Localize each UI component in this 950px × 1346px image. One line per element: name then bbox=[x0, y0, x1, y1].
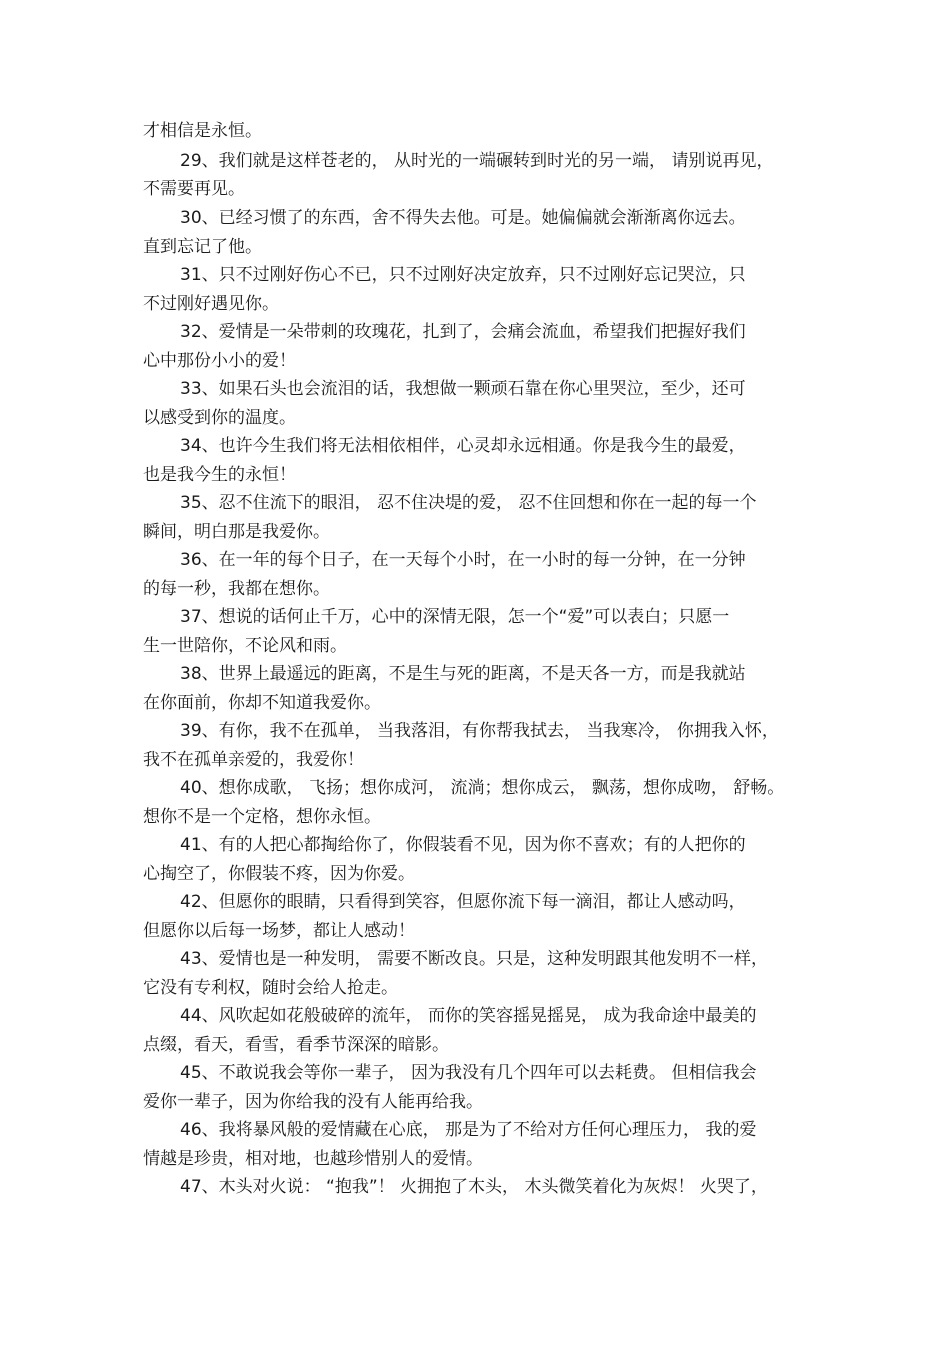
text-line-26: 41、有的人把心都掏给你了，你假装看不见，因为你不喜欢；有的人把你的 bbox=[180, 835, 746, 855]
text-line-30: 43、爱情也是一种发明， 需要不断改良。只是，这种发明跟其他发明不一样， bbox=[180, 949, 769, 969]
text-line-21: 在你面前，你却不知道我爱你。 bbox=[143, 693, 381, 713]
text-line-17: 的每一秒，我都在想你。 bbox=[143, 579, 330, 599]
text-line-37: 情越是珍贵，相对地，也越珍惜别人的爱情。 bbox=[143, 1149, 483, 1169]
text-line-3: 不需要再见。 bbox=[143, 179, 245, 199]
text-line-8: 32、爱情是一朵带刺的玫瑰花，扎到了，会痛会流血，希望我们把握好我们 bbox=[180, 322, 746, 342]
text-line-13: 也是我今生的永恒！ bbox=[143, 465, 296, 485]
text-line-32: 44、风吹起如花般破碎的流年， 而你的笑容摇晃摇晃， 成为我命途中最美的 bbox=[180, 1006, 757, 1026]
text-line-23: 我不在孤单亲爱的，我爱你！ bbox=[143, 750, 364, 770]
text-line-4: 30、已经习惯了的东西，舍不得失去他。可是。她偏偏就会渐渐离你远去。 bbox=[180, 208, 746, 228]
text-line-22: 39、有你，我不在孤单， 当我落泪，有你帮我拭去， 当我寒冷， 你拥我入怀， bbox=[180, 721, 779, 741]
text-line-35: 爱你一辈子，因为你给我的没有人能再给我。 bbox=[143, 1092, 483, 1112]
text-line-19: 生一世陪你，不论风和雨。 bbox=[143, 636, 347, 656]
text-line-7: 不过刚好遇见你。 bbox=[143, 294, 279, 314]
text-line-16: 36、在一年的每个日子，在一天每个小时，在一小时的每一分钟，在一分钟 bbox=[180, 550, 746, 570]
text-line-2: 29、我们就是这样苍老的， 从时光的一端碾转到时光的另一端， 请别说再见， bbox=[180, 151, 774, 171]
text-line-24: 40、想你成歌， 飞扬；想你成河， 流淌；想你成云， 飘荡，想你成吻， 舒畅。 bbox=[180, 778, 785, 798]
text-line-29: 但愿你以后每一场梦，都让人感动！ bbox=[143, 921, 415, 941]
text-line-15: 瞬间，明白那是我爱你。 bbox=[143, 522, 330, 542]
text-line-12: 34、也许今生我们将无法相依相伴，心灵却永远相通。你是我今生的最爱， bbox=[180, 436, 746, 456]
text-line-6: 31、只不过刚好伤心不已，只不过刚好决定放弃，只不过刚好忘记哭泣，只 bbox=[180, 265, 746, 285]
text-line-18: 37、想说的话何止千万，心中的深情无限，怎一个“爱”可以表白；只愿一 bbox=[180, 607, 730, 627]
text-line-14: 35、忍不住流下的眼泪， 忍不住决堤的爱， 忍不住回想和你在一起的每一个 bbox=[180, 493, 757, 513]
text-line-11: 以感受到你的温度。 bbox=[143, 408, 296, 428]
text-line-10: 33、如果石头也会流泪的话，我想做一颗顽石靠在你心里哭泣，至少，还可 bbox=[180, 379, 746, 399]
text-line-38: 47、木头对火说： “抱我”！ 火拥抱了木头， 木头微笑着化为灰烬！ 火哭了， bbox=[180, 1177, 768, 1197]
text-line-34: 45、不敢说我会等你一辈子， 因为我没有几个四年可以去耗费。 但相信我会 bbox=[180, 1063, 757, 1083]
text-line-33: 点缀，看天，看雪，看季节深深的暗影。 bbox=[143, 1035, 449, 1055]
text-line-9: 心中那份小小的爱！ bbox=[143, 351, 296, 371]
text-line-31: 它没有专利权，随时会给人抢走。 bbox=[143, 978, 398, 998]
text-line-1: 才相信是永恒。 bbox=[143, 121, 262, 141]
text-line-5: 直到忘记了他。 bbox=[143, 237, 262, 257]
text-line-27: 心掏空了，你假装不疼，因为你爱。 bbox=[143, 864, 415, 884]
text-line-20: 38、世界上最遥远的距离，不是生与死的距离，不是天各一方，而是我就站 bbox=[180, 664, 746, 684]
text-line-25: 想你不是一个定格，想你永恒。 bbox=[143, 807, 381, 827]
text-line-36: 46、我将暴风般的爱情藏在心底， 那是为了不给对方任何心理压力， 我的爱 bbox=[180, 1120, 757, 1140]
text-line-28: 42、但愿你的眼睛，只看得到笑容，但愿你流下每一滴泪，都让人感动吗， bbox=[180, 892, 746, 912]
